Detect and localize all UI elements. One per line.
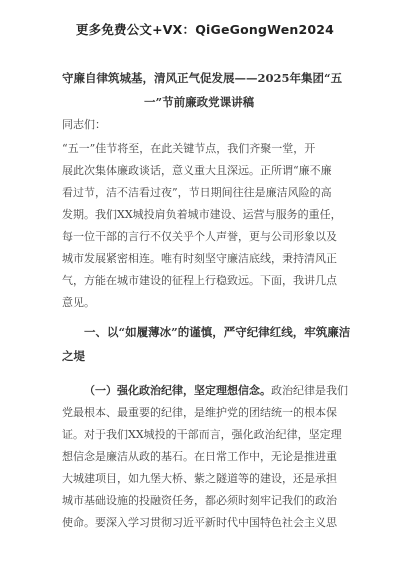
intro-paragraph-line: 每一位干部的言行不仅关乎个人声誉，更与公司形象以及 — [62, 230, 337, 243]
intro-paragraph-line: 看过节，洁不洁看过夜”，节日期间往往是廉洁风险的高 — [62, 186, 332, 199]
document-title-line-1: 守廉自律筑城基，清风正气促发展——2025年集团“五 — [62, 71, 343, 85]
section-heading-line-1: 一、以“如履薄冰”的谨慎，严守纪律红线，牢筑廉洁 — [84, 325, 351, 339]
subsection-paragraph-line: 党最根本、最重要的纪律，是维护党的团结统一的根本保 — [62, 406, 337, 419]
subsection-paragraph-line: 城市基础设施的投融资任务，都必须时刻牢记我们的政治 — [62, 494, 337, 507]
subsection-heading-tail: 政治纪律是我们 — [271, 384, 348, 397]
intro-paragraph-line: 气，方能在城市建设的征程上行稳致远。下面，我讲几点 — [62, 274, 337, 287]
subsection-heading-line — [84, 380, 374, 402]
subsection-heading: （一）强化政治纪律，坚定理想信念。 — [84, 384, 271, 397]
intro-paragraph-line: “五一”佳节将至，在此关键节点，我们齐聚一堂，开 — [62, 142, 316, 155]
subsection-paragraph-line: 证。对于我们XX城投的干部而言，强化政治纪律，坚定理 — [62, 428, 342, 441]
greeting: 同志们： — [62, 118, 106, 131]
document-title-line-2: 一”节前廉政党课讲稿 — [144, 95, 255, 109]
intro-paragraph-line: 发期。我们XX城投肩负着城市建设、运营与服务的重任， — [62, 208, 342, 221]
intro-paragraph-line: 城市发展紧密相连。唯有时刻坚守廉洁底线，秉持清风正 — [62, 252, 337, 265]
section-heading-line-2: 之堤 — [62, 349, 85, 363]
subsection-paragraph-line: 想信念是廉洁从政的基石。在日常工作中，无论是推进重 — [62, 450, 337, 463]
subsection-paragraph-line: 大城建项目，如九堡大桥、紫之隧道等的建设，还是承担 — [62, 472, 337, 485]
intro-paragraph-line: 意见。 — [62, 296, 95, 309]
subsection-paragraph-line: 使命。要深入学习贯彻习近平新时代中国特色社会主义思 — [62, 516, 337, 529]
promo-banner: 更多免费公文+VX：QiGeGongWen2024 — [75, 22, 335, 37]
intro-paragraph-line: 展此次集体廉政谈话，意义重大且深远。正所谓“廉不廉 — [62, 164, 332, 177]
